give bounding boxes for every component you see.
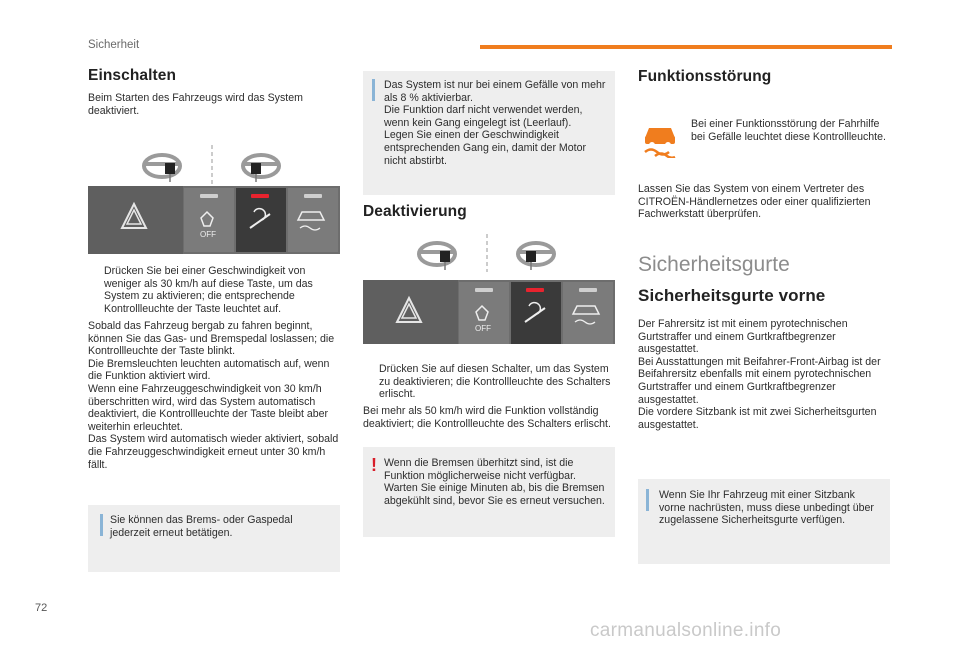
exclamation-icon: ! (371, 455, 377, 475)
warning-note-brakes (363, 447, 615, 537)
header-accent-bar (480, 45, 892, 49)
button-illustration-deactivate (363, 232, 615, 344)
info-icon (372, 79, 375, 101)
info-note-gradient (363, 71, 615, 195)
deactivation-body: Bei mehr als 50 km/h wird die Funktion vollständig deaktiviert; die Kontrollleuchte des Schalters erlischt. (363, 405, 611, 430)
page-number: 72 (35, 602, 48, 614)
info-note-seatbelts (638, 479, 890, 564)
off-label: OFF (475, 324, 491, 333)
hill-descent-fault-icon (643, 118, 677, 158)
fault-text: Bei einer Funktionsstörung der Fahrhilfe bei Gefälle leuchtet diese Kontrollleuchte. (691, 118, 886, 143)
info-note-gradient-text: Das System ist nur bei einem Gefälle von mehr als 8 % aktivierbar. Die Funktion darf nicht verwendet werden, wenn kein Gang eingelegt ist (Leerlauf). Legen Sie einen der Geschwindigkeit entsprechenden Gang ein, damit der Motor nicht abstirbt. (384, 79, 606, 167)
bullet-activate-text: Drücken Sie bei einer Geschwindigkeit von weniger als 30 km/h auf diese Taste, um das System zu aktivieren; die entsprechende Kontrollleuchte der Taste leuchtet auf. (104, 265, 313, 315)
watermark: carmanualsonline.info (590, 620, 782, 641)
warning-note-text: Wenn die Bremsen überhitzt sind, ist die Funktion möglicherweise nicht verfügbar. Warten Sie einige Minuten ab, bis die Bremsen abgekühlt sind, bevor Sie es erneut versuchen. (384, 457, 605, 507)
info-note-pedals (88, 505, 340, 572)
heading-funktionsstoerung: Funktionsstörung (638, 68, 772, 85)
info-note-seatbelts-text: Wenn Sie Ihr Fahrzeug mit einer Sitzbank vorne nachrüsten, muss diese unbedingt über zugelassene Sicherheitsgurte verfügen. (659, 489, 874, 527)
info-note-text: Sie können das Brems- oder Gaspedal jederzeit erneut betätigen. (110, 514, 293, 539)
info-icon (100, 514, 103, 536)
bullet-deactivate (363, 363, 615, 401)
bullet-activate (88, 265, 338, 315)
off-label: OFF (200, 230, 216, 239)
section-title-sicherheitsgurte: Sicherheitsgurte (638, 253, 790, 276)
activation-body: Sobald das Fahrzeug bergab zu fahren beginnt, können Sie das Gas- und Bremspedal loslassen; die Kontrollleuchte der Taste blinkt. Die Bremsleuchten leuchten automatisch auf, wenn die Funktion aktiviert wird. Wenn eine Fahrzeuggeschwindigkeit von 30 km/h überschritten wird, wird das System automatisch deaktiviert, die Kontrollleuchte der Taste bleibt aber weiterhin erleuchtet. Das System wird automatisch wieder aktiviert, sobald die Fahrzeuggeschwindigkeit erneut unter 30 km/h fällt. (88, 320, 339, 471)
running-header: Sicherheit (88, 39, 140, 51)
heading-sicherheitsgurte-vorne: Sicherheitsgurte vorne (638, 286, 826, 305)
bullet-deactivate-text: Drücken Sie auf diesen Schalter, um das System zu deaktivieren; die Kontrollleuchte des Schalters erlischt. (379, 363, 611, 401)
intro-text: Beim Starten des Fahrzeugs wird das System deaktiviert. (88, 92, 303, 117)
info-icon (646, 489, 649, 511)
seatbelt-body: Der Fahrersitz ist mit einem pyrotechnischen Gurtstraffer und einem Gurtkraftbegrenzer ausgestattet. Bei Ausstattungen mit Beifahrer-Front-Airbag ist der Beifahrersitz ebenfalls mit einem pyrotechnischen Gurtstraffer und einem Gurtkraftbegrenzer ausgestattet. Die vordere Sitzbank ist mit zwei Sicherheitsgurten ausgestattet. (638, 318, 881, 431)
fault-body: Lassen Sie das System von einem Vertreter des CITROËN-Händlernetzes oder einer qualifizierten Fachwerkstatt überprüfen. (638, 183, 871, 221)
heading-einschalten: Einschalten (88, 67, 177, 84)
heading-deaktivierung: Deaktivierung (363, 203, 467, 220)
button-illustration-activate (88, 142, 340, 254)
